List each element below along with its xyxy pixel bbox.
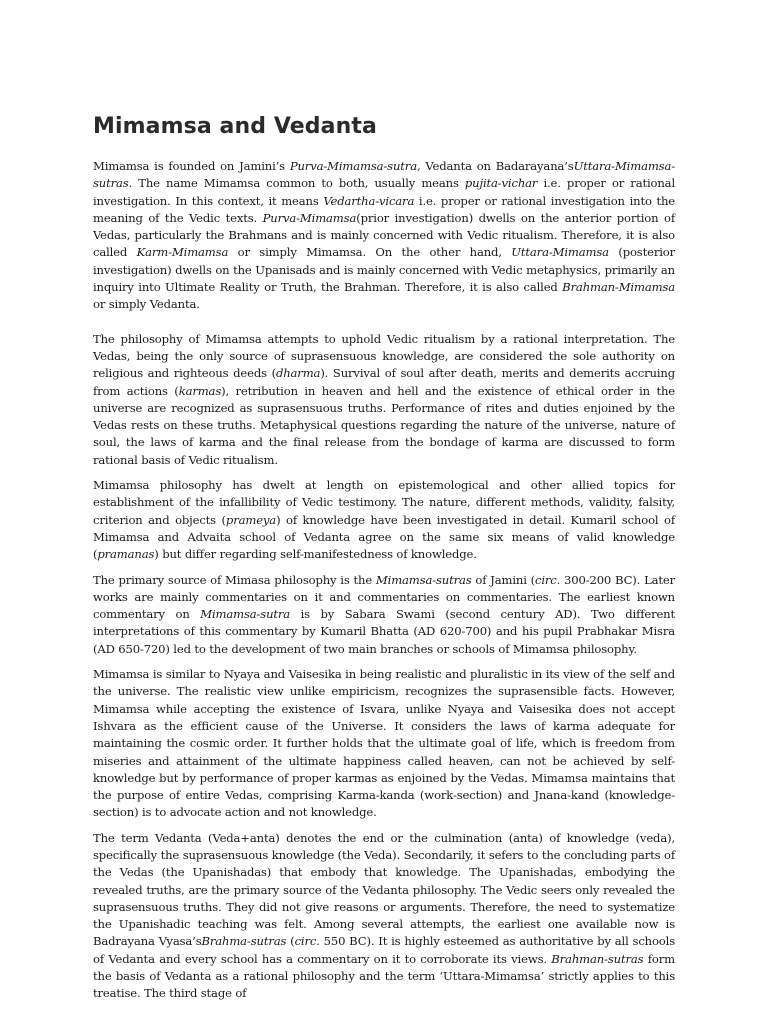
italic-term: pramanas — [97, 547, 155, 562]
italic-term: dharma — [275, 366, 321, 381]
page-title: Mimamsa and Vedanta — [93, 114, 377, 139]
italic-term: Karm-Mimamsa — [136, 245, 229, 260]
paragraph: Mimamsa philosophy has dwelt at length on epistemological and other allied topics for establishment of the infallibility of Vedic testimony. The nature, different methods, validity, falsity, criterion and objects (prameya) of knowledge have been investigated in detail. Kumaril school of Mimamsa and Advaita school of Vedanta agree on the same six means of valid knowledge (pramanas) but differ regarding self-manifestedness of knowledge. — [93, 478, 675, 562]
italic-term: Brahman-Mimamsa — [562, 280, 675, 295]
italic-term: Brahman-sutras — [551, 951, 644, 966]
italic-term: Mimamsa-sutras — [375, 572, 472, 587]
article-body — [93, 158, 675, 1011]
italic-term: Purva-Mimamsa — [262, 210, 357, 225]
italic-term: pujita-vichar — [464, 176, 538, 191]
italic-term: prameya — [225, 512, 277, 527]
italic-term: Brahma-sutras — [201, 934, 287, 949]
italic-term: karmas — [178, 383, 222, 398]
italic-term: Uttara-Mimamsa — [511, 245, 609, 260]
italic-term: Mimamsa-sutra — [200, 607, 291, 622]
italic-term: Uttara-Mimamsa-sutras. — [93, 159, 676, 191]
italic-term: Purva-Mimamsa-sutra, — [289, 159, 421, 173]
italic-term: circ. — [294, 934, 320, 949]
paragraph: The primary source of Mimasa philosophy is the Mimamsa-sutras of Jamini (circ. 300-200 BC). Later works are mainly commentaries on it and commentaries on commentaries. The earliest known commentary on Mimamsa-sutra is by Sabara Swami (second century AD). Two different interpretations of this commentary by Kumaril Bhatta (AD 620-700) and his pupil Prabhakar Misra (AD 650-720) led to the development of two main branches or schools of Mimamsa philosophy. — [93, 572, 675, 656]
italic-term: circ. — [535, 572, 561, 587]
italic-term: Vedartha-vicara — [323, 193, 415, 208]
paragraph: Mimamsa is similar to Nyaya and Vaisesika in being realistic and pluralistic in its view of the self and the universe. The realistic view unlike empiricism, recognizes the suprasensible facts. However, Mimamsa while accepting the existence of Isvara, unlike Nyaya and Vaisesika does not accept Ishvara as the efficient cause of the Universe. It considers the laws of karma adequate for maintaining the cosmic order. It further holds that the ultimate goal of life, which is freedom from miseries and attainment of the ultimate happiness called heaven, can not be achieved by self-knowledge but by performance of proper karmas as enjoined by the Vedas. Mimamsa maintains that the purpose of entire Vedas, comprising Karma-kanda (work-section) and Jnana-kand (knowledge-section) is to advocate action and not knowledge. — [93, 667, 675, 820]
paragraph: Mimamsa is founded on Jamini’s Purva-Mimamsa-sutra, Vedanta on Badarayana’sUttara-Mimamsa-sutras. The name Mimamsa common to both, usually means pujita-vichar i.e. proper or rational investigation. In this context, it means Vedartha-vicara i.e. proper or rational investigation into the meaning of the Vedic texts. Purva-Mimamsa(prior investigation) dwells on the anterior portion of Vedas, particularly the Brahmans and is mainly concerned with Vedic ritualism. Therefore, it is also called Karm-Mimamsa or simply Mimamsa. On the other hand, Uttara-Mimamsa (posterior investigation) dwells on the Upanisads and is mainly concerned with Vedic metaphysics, primarily an inquiry into Ultimate Reality or Truth, the Brahman. Therefore, it is also called Brahman-Mimamsa or simply Vedanta. — [93, 159, 676, 312]
paragraph: The philosophy of Mimamsa attempts to uphold Vedic ritualism by a rational interpretation. The Vedas, being the only source of suprasensuous knowledge, are considered the sole authority on religious and righteous deeds (dharma). Survival of soul after death, merits and demerits accruing from actions (karmas), retribution in heaven and hell and the existence of ethical order in the universe are recognized as suprasensuous truths. Performance of rites and duties enjoined by the Vedas rests on these truths. Metaphysical questions regarding the nature of the universe, nature of soul, the laws of karma and the final release from the bondage of karma are discussed to form rational basis of Vedic ritualism. — [93, 331, 675, 467]
paragraph: The term Vedanta (Veda+anta) denotes the end or the culmination (anta) of knowledge (veda), specifically the suprasensuous knowledge (the Veda). Secondarily, it sefers to the concluding parts of the Vedas (the Upanishadas) that embody that knowledge. The Upanishadas, embodying the revealed truths, are the primary source of the Vedanta philosophy. The Vedic seers only revealed the suprasensuous truths. They did not give reasons or arguments. Therefore, the need to systematize the Upanishadic teaching was felt. Among several attempts, the earliest one available now is Badrayana Vyasa’sBrahma-sutras (circ. 550 BC). It is highly esteemed as authoritative by all schools of Vedanta and every school has a commentary on it to corroborate its views. Brahman-sutras form the basis of Vedanta as a rational philosophy and the term ‘Uttara-Mimamsa’ strictly applies to this treatise. The third stage of — [93, 830, 675, 1001]
